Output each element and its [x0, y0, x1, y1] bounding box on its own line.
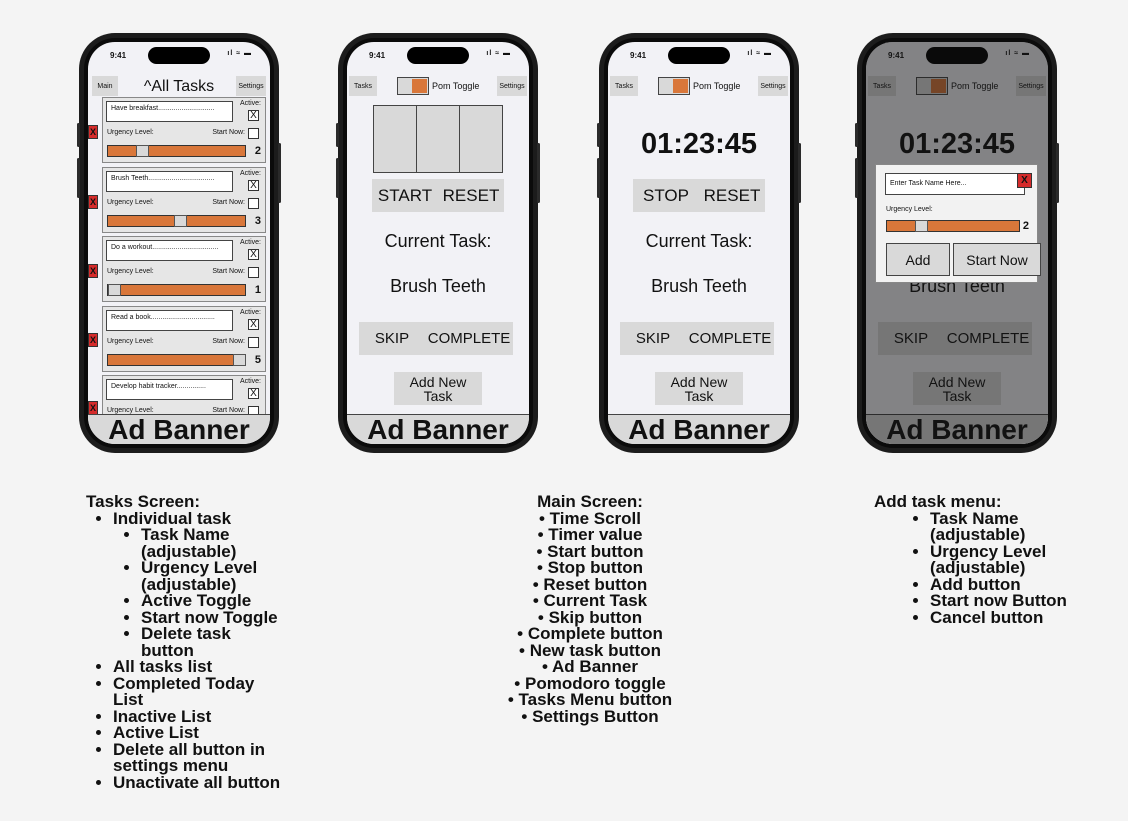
- add-new-label: Task: [423, 387, 453, 404]
- side-button: [77, 123, 80, 147]
- stop-button[interactable]: STOP: [633, 179, 699, 212]
- side-button: [336, 158, 339, 198]
- slider-thumb[interactable]: [233, 354, 246, 366]
- phone-tasks-screen: [79, 33, 279, 453]
- note-item: • Start now Toggle: [141, 610, 280, 627]
- pomodoro-toggle[interactable]: [658, 76, 740, 96]
- tasks-screen: [88, 42, 270, 444]
- note-item: • Active Toggle: [141, 593, 280, 610]
- urgency-label: Urgency Level:: [107, 199, 154, 206]
- side-button: [597, 158, 600, 198]
- note-item: • Pomodoro toggle: [514, 673, 666, 693]
- start-now-toggle[interactable]: [248, 337, 259, 348]
- task-name-field[interactable]: Do a workout..................................: [106, 240, 233, 261]
- ad-banner[interactable]: Ad Banner: [608, 414, 790, 444]
- start-button[interactable]: START: [372, 179, 438, 212]
- notes-heading: Add task menu:: [874, 492, 1002, 511]
- current-task-label: Current Task:: [384, 231, 492, 251]
- add-new-label: Add New: [670, 373, 728, 390]
- status-icons: ıl ≈ ▬: [486, 50, 511, 57]
- urgency-slider[interactable]: [107, 284, 246, 296]
- active-label: Active:: [239, 239, 261, 246]
- note-item: • Completed Today List: [113, 676, 280, 709]
- settings-button[interactable]: Settings: [236, 76, 266, 96]
- start-now-button[interactable]: Start Now: [953, 243, 1041, 276]
- start-now-toggle[interactable]: [248, 128, 259, 139]
- slider-thumb[interactable]: [174, 215, 187, 227]
- urgency-slider[interactable]: [107, 354, 246, 366]
- task-card: [102, 236, 266, 302]
- main-screen: [347, 42, 529, 444]
- note-item: • All tasks list: [113, 659, 280, 676]
- tasks-screen-notes: [86, 494, 280, 791]
- task-name-field[interactable]: Brush Teeth..................................: [106, 171, 233, 192]
- note-item: • Unactivate all button: [113, 775, 280, 792]
- task-name-field[interactable]: Develop habit tracker...............: [106, 379, 233, 400]
- side-button: [1056, 143, 1059, 203]
- note-item: • Complete button: [517, 624, 663, 643]
- status-time: 9:41: [630, 51, 647, 60]
- settings-button[interactable]: Settings: [758, 76, 788, 96]
- skip-button[interactable]: SKIP: [359, 322, 425, 355]
- start-now-label: Start Now:: [212, 129, 245, 136]
- urgency-value: 2: [254, 145, 261, 157]
- note-item: • Urgency Level (adjustable): [141, 560, 280, 593]
- note-item: • Start now Button: [930, 593, 1067, 610]
- active-toggle[interactable]: X: [248, 319, 259, 330]
- urgency-value: 5: [254, 354, 261, 366]
- slider-thumb[interactable]: [108, 284, 121, 296]
- status-time: 9:41: [110, 51, 127, 60]
- add-new-label: Task: [684, 387, 714, 404]
- dynamic-island: [407, 47, 469, 64]
- current-task-label: Current Task:: [645, 231, 753, 251]
- complete-button[interactable]: COMPLETE: [686, 322, 774, 355]
- main-screen-notes: [480, 494, 700, 725]
- status-time: 9:41: [369, 51, 386, 60]
- notes-heading: Main Screen:: [537, 492, 643, 511]
- note-item: • Time Scroll: [538, 508, 642, 528]
- ad-banner[interactable]: Ad Banner: [347, 414, 529, 444]
- active-label: Active:: [239, 378, 261, 385]
- side-button: [77, 158, 80, 198]
- toggle-switch[interactable]: [397, 77, 429, 95]
- delete-task-button[interactable]: X: [89, 197, 96, 207]
- active-label: Active:: [239, 170, 261, 177]
- note-item: • Task Name (adjustable): [930, 511, 1067, 544]
- note-item: • Settings Button: [521, 706, 659, 726]
- add-button[interactable]: Add: [886, 243, 950, 276]
- current-task-value: Brush Teeth: [651, 276, 747, 296]
- side-button: [336, 123, 339, 147]
- slider-thumb[interactable]: [136, 145, 149, 157]
- status-icons: ıl ≈ ▬: [227, 50, 252, 57]
- side-button: [597, 123, 600, 147]
- phone-add-task-screen: [857, 33, 1057, 453]
- urgency-label: Urgency Level:: [107, 407, 154, 414]
- note-item: • Cancel button: [930, 610, 1067, 627]
- task-card: [102, 306, 266, 372]
- delete-task-button[interactable]: X: [89, 127, 96, 137]
- urgency-value: 2: [1022, 220, 1029, 232]
- page-title: ^All Tasks: [143, 78, 215, 95]
- add-task-screen: [866, 42, 1048, 444]
- add-new-label: Add New: [409, 373, 467, 390]
- skip-button[interactable]: SKIP: [620, 322, 686, 355]
- active-toggle[interactable]: X: [248, 110, 259, 121]
- main-button[interactable]: Main: [92, 76, 118, 96]
- note-item: • Urgency Level (adjustable): [930, 544, 1067, 577]
- side-button: [855, 158, 858, 198]
- timer-screen: [608, 42, 790, 444]
- note-item: • Task Name (adjustable): [141, 527, 280, 560]
- delete-task-button[interactable]: X: [89, 335, 96, 345]
- add-new-task-button[interactable]: [655, 372, 743, 405]
- side-button: [537, 143, 540, 203]
- delete-task-button[interactable]: X: [89, 403, 96, 413]
- note-item: • Active List: [113, 725, 280, 742]
- phone-main-screen: [338, 33, 538, 453]
- task-card: [102, 97, 266, 163]
- note-item: • Stop button: [536, 558, 644, 577]
- start-now-label: Start Now:: [212, 268, 245, 275]
- side-button: [798, 143, 801, 203]
- note-item: • Skip button: [537, 607, 643, 627]
- task-name-field[interactable]: Have breakfast.............................: [106, 101, 233, 122]
- phone-timer-screen: [599, 33, 799, 453]
- note-item: • Add button: [930, 577, 1067, 594]
- pomodoro-toggle[interactable]: [397, 76, 479, 96]
- status-bar: [347, 42, 529, 66]
- active-toggle[interactable]: X: [248, 249, 259, 260]
- note-item: • Inactive List: [113, 709, 280, 726]
- note-item: • Tasks Menu button: [507, 690, 673, 709]
- add-task-notes: [874, 494, 1067, 626]
- side-button: [278, 143, 281, 203]
- tasks-menu-button[interactable]: Tasks: [349, 76, 377, 96]
- note-item: • Delete task button: [141, 626, 280, 659]
- urgency-label: Urgency Level:: [107, 129, 154, 136]
- urgency-label: Urgency Level:: [107, 338, 154, 345]
- status-bar: [608, 42, 790, 66]
- start-now-toggle[interactable]: [248, 267, 259, 278]
- toggle-switch[interactable]: [658, 77, 690, 95]
- current-task-value: Brush Teeth: [390, 276, 486, 296]
- urgency-slider[interactable]: [886, 220, 1020, 232]
- dynamic-island: [668, 47, 730, 64]
- urgency-slider[interactable]: [107, 215, 246, 227]
- start-now-label: Start Now:: [212, 199, 245, 206]
- task-card: [102, 167, 266, 233]
- timer-value: 01:23:45: [640, 128, 758, 160]
- note-item: • Ad Banner: [541, 657, 638, 676]
- urgency-label: Urgency Level:: [886, 206, 933, 213]
- add-task-modal: [875, 164, 1038, 283]
- dynamic-island: [148, 47, 210, 64]
- reset-button[interactable]: RESET: [438, 179, 504, 212]
- task-name-input[interactable]: Enter Task Name Here...: [885, 173, 1025, 195]
- tasks-menu-button[interactable]: Tasks: [610, 76, 638, 96]
- start-now-label: Start Now:: [212, 338, 245, 345]
- urgency-value: 1: [254, 284, 261, 296]
- task-name-field[interactable]: Read a book.................................: [106, 310, 233, 331]
- active-toggle[interactable]: X: [248, 180, 259, 191]
- delete-task-button[interactable]: X: [89, 266, 96, 276]
- note-item: • Start button: [536, 541, 644, 561]
- cancel-button[interactable]: X: [1017, 173, 1032, 188]
- urgency-label: Urgency Level:: [107, 268, 154, 275]
- active-label: Active:: [239, 309, 261, 316]
- reset-button[interactable]: RESET: [699, 179, 765, 212]
- complete-button[interactable]: COMPLETE: [425, 322, 513, 355]
- start-now-label: Start Now:: [212, 407, 245, 414]
- status-icons: ıl ≈ ▬: [747, 50, 772, 57]
- note-item: • Timer value: [537, 525, 643, 544]
- add-new-task-button[interactable]: [394, 372, 482, 405]
- note-item: • Current Task: [532, 591, 648, 610]
- pom-toggle-label: Pom Toggle: [693, 81, 741, 91]
- note-item: • Delete all button in settings menu: [113, 742, 280, 775]
- active-toggle[interactable]: X: [248, 388, 259, 399]
- note-item: • Individual task • Task Name (adjustable) • Urgency Level (adjustable) • Active Toggle • Start now Toggle • Delete task button: [113, 511, 280, 660]
- ad-banner[interactable]: Ad Banner: [88, 414, 270, 444]
- notes-heading: Tasks Screen:: [86, 492, 201, 511]
- pom-toggle-label: Pom Toggle: [432, 81, 480, 91]
- active-label: Active:: [239, 100, 261, 107]
- settings-button[interactable]: Settings: [497, 76, 527, 96]
- start-now-toggle[interactable]: [248, 198, 259, 209]
- time-scroll[interactable]: [373, 105, 503, 173]
- status-bar: [88, 42, 270, 66]
- urgency-value: 3: [254, 215, 261, 227]
- note-item: • Reset button: [532, 574, 648, 594]
- slider-thumb[interactable]: [915, 220, 928, 232]
- note-item: • New task button: [519, 640, 661, 660]
- side-button: [855, 123, 858, 147]
- urgency-slider[interactable]: [107, 145, 246, 157]
